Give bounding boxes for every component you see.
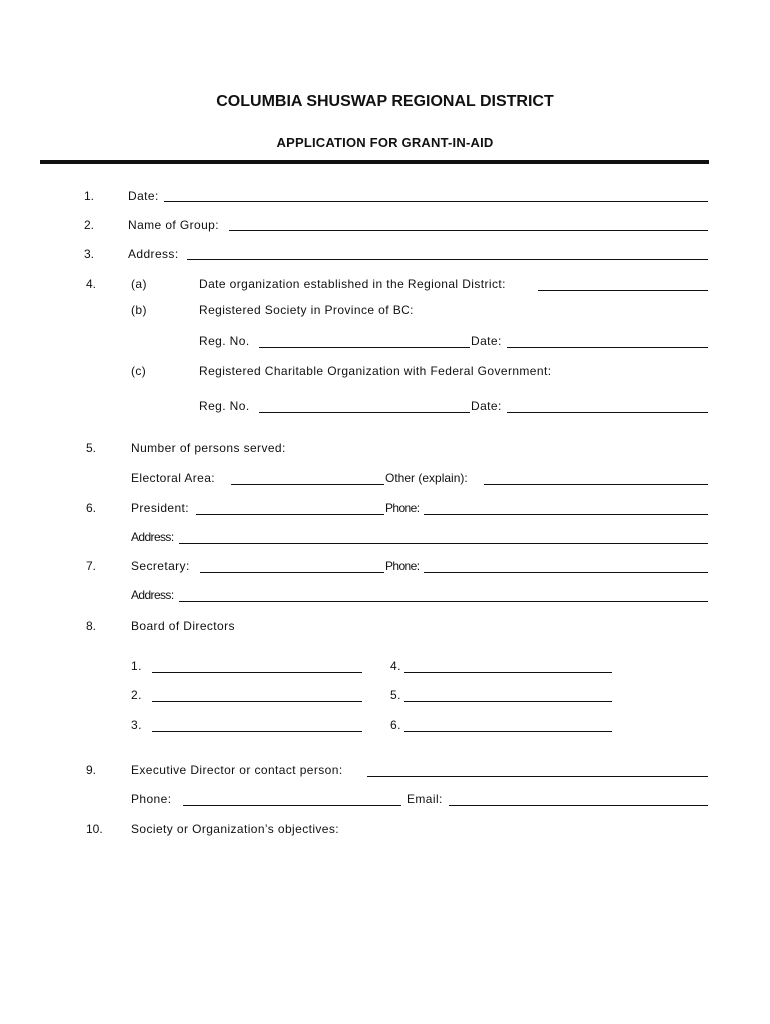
sub-item-a: (a) [131, 277, 147, 291]
contact-phone-field[interactable] [183, 805, 401, 806]
secretary-label: Secretary: [131, 559, 190, 573]
president-address-field[interactable] [179, 543, 708, 544]
objectives-label: Society or Organization’s objectives: [131, 822, 340, 836]
secretary-phone-label: Phone: [385, 559, 420, 573]
contact-email-field[interactable] [449, 805, 708, 806]
item-number-6: 6. [86, 501, 97, 515]
item-number-5: 5. [86, 441, 97, 455]
item-number-4: 4. [86, 277, 97, 291]
electoral-area-field[interactable] [231, 484, 384, 485]
secretary-field[interactable] [200, 572, 384, 573]
sub-item-c: (c) [131, 364, 147, 378]
director-4-field[interactable] [404, 672, 612, 673]
item-number-2: 2. [84, 218, 95, 232]
director-6-field[interactable] [404, 731, 612, 732]
secretary-address-label: Address: [131, 588, 174, 602]
executive-director-field[interactable] [367, 776, 708, 777]
board-of-directors-label: Board of Directors [131, 619, 235, 633]
group-name-field[interactable] [229, 230, 708, 231]
director-number-2: 2. [131, 688, 142, 702]
society-reg-no-field[interactable] [259, 347, 470, 348]
date-established-label: Date organization established in the Regional District: [199, 277, 506, 291]
president-phone-label: Phone: [385, 501, 420, 515]
address-label: Address: [128, 247, 179, 261]
contact-email-label: Email: [407, 792, 443, 806]
society-reg-no-label: Reg. No. [199, 334, 250, 348]
item-number-3: 3. [84, 247, 95, 261]
president-label: President: [131, 501, 190, 515]
society-reg-date-label: Date: [471, 334, 502, 348]
president-field[interactable] [196, 514, 384, 515]
director-2-field[interactable] [152, 701, 362, 702]
charitable-org-label: Registered Charitable Organization with Federal Government: [199, 364, 552, 378]
form-subtitle: APPLICATION FOR GRANT-IN-AID [276, 135, 494, 150]
item-number-9: 9. [86, 763, 97, 777]
charitable-reg-date-field[interactable] [507, 412, 708, 413]
item-number-1: 1. [84, 189, 95, 203]
executive-director-label: Executive Director or contact person: [131, 763, 343, 777]
director-5-field[interactable] [404, 701, 612, 702]
form-title: COLUMBIA SHUSWAP REGIONAL DISTRICT [216, 93, 554, 110]
charitable-reg-date-label: Date: [471, 399, 502, 413]
persons-served-label: Number of persons served: [131, 441, 286, 455]
director-number-3: 3. [131, 718, 142, 732]
president-address-label: Address: [131, 530, 174, 544]
president-phone-field[interactable] [424, 514, 708, 515]
director-number-5: 5. [390, 688, 401, 702]
item-number-7: 7. [86, 559, 97, 573]
header-divider [40, 160, 709, 164]
electoral-area-label: Electoral Area: [131, 471, 216, 485]
director-number-4: 4. [390, 659, 401, 673]
objectives-field[interactable] [131, 842, 708, 1002]
date-label: Date: [128, 189, 159, 203]
director-number-1: 1. [131, 659, 142, 673]
charitable-reg-no-field[interactable] [259, 412, 470, 413]
secretary-phone-field[interactable] [424, 572, 708, 573]
society-reg-date-field[interactable] [507, 347, 708, 348]
director-1-field[interactable] [152, 672, 362, 673]
other-explain-field[interactable] [484, 484, 708, 485]
registered-society-label: Registered Society in Province of BC: [199, 303, 414, 317]
group-name-label: Name of Group: [128, 218, 219, 232]
contact-phone-label: Phone: [131, 792, 172, 806]
date-field[interactable] [164, 201, 708, 202]
address-field[interactable] [187, 259, 708, 260]
item-number-8: 8. [86, 619, 97, 633]
other-explain-label: Other (explain): [385, 471, 468, 485]
director-number-6: 6. [390, 718, 401, 732]
item-number-10: 10. [86, 822, 103, 836]
secretary-address-field[interactable] [179, 601, 708, 602]
charitable-reg-no-label: Reg. No. [199, 399, 250, 413]
date-established-field[interactable] [538, 290, 708, 291]
sub-item-b: (b) [131, 303, 147, 317]
director-3-field[interactable] [152, 731, 362, 732]
